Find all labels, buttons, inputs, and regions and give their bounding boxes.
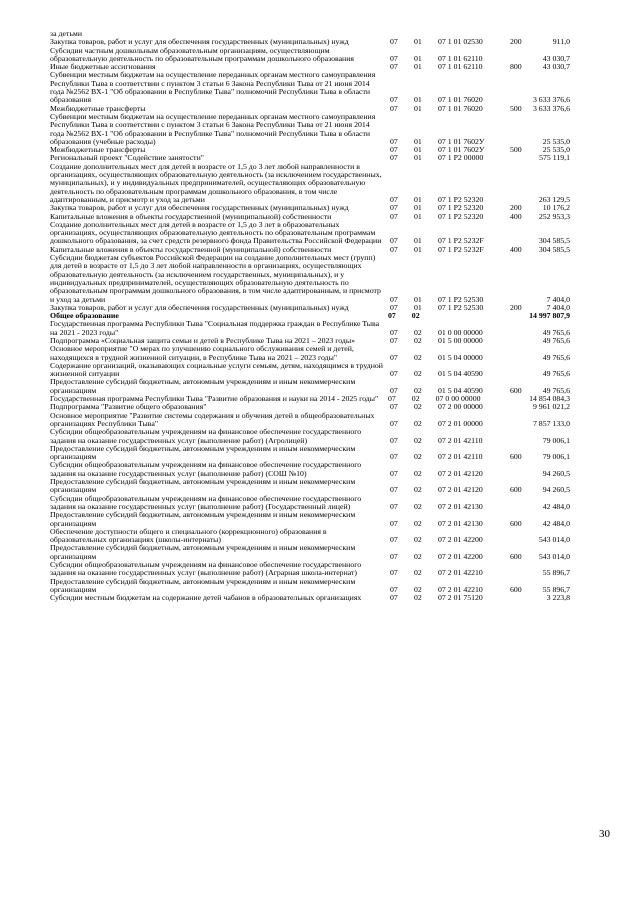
row-amount: 252 953,3: [538, 211, 570, 221]
row-subsection: 01: [414, 194, 422, 204]
row-target-article: 07 2 01 42210: [438, 584, 483, 594]
row-name: Межбюджетные трансферты: [50, 145, 146, 155]
table-row: [50, 320, 570, 337]
row-section: 07: [390, 37, 398, 47]
row-subsection: 02: [414, 452, 422, 462]
row-subsection: 02: [414, 485, 422, 495]
table-row: [50, 71, 570, 104]
row-amount: 42 484,0: [542, 501, 570, 511]
row-subsection: 02: [414, 501, 422, 511]
row-subsection: 02: [414, 584, 422, 594]
row-name: Подпрограмма "Развитие общего образования": [50, 402, 207, 412]
row-section: 07: [390, 153, 398, 163]
row-amount: 43 030,7: [542, 53, 570, 63]
row-name: Создание дополнительных мест для детей в возрасте от 1,5 до 3 лет любой направленности в организациях, осуществляющих образовательную деятельность (за исключением государственных, муниципальных), и у индивидуальных предпринимателей, осуществляющих образовательную деятельность по образовательным программам дошкольного образования, в том числе адаптированным, и присмотр и уход за детьми: [50, 161, 382, 204]
row-amount: 543 014,0: [538, 551, 570, 561]
row-subsection: 01: [414, 236, 422, 246]
row-subsection: 02: [414, 402, 422, 412]
row-subsection: 02: [414, 535, 422, 545]
row-name: Обеспечение доступности общего и специального (коррекционного) образования в образовательных организациях (школы-интернаты): [50, 526, 327, 545]
row-section: 07: [390, 302, 398, 312]
row-amount: 7 404,0: [546, 302, 570, 312]
row-expense-type: 200: [510, 37, 522, 47]
row-section: 07: [390, 369, 398, 379]
row-amount: 543 014,0: [538, 535, 570, 545]
row-section: 07: [390, 435, 398, 445]
row-section: 07: [390, 485, 398, 495]
row-section: 07: [390, 535, 398, 545]
row-section: 07: [390, 468, 398, 478]
row-amount: 49 765,6: [542, 335, 570, 345]
row-name: Закупка товаров, работ и услуг для обеспечения государственных (муниципальных) нужд: [50, 37, 349, 47]
row-target-article: 07 2 01 42130: [438, 518, 483, 528]
row-name: Предоставление субсидий бюджетным, автономным учреждениям и иным некоммерческим организациям: [50, 443, 356, 462]
row-expense-type: 500: [510, 103, 522, 113]
row-subsection: 02: [414, 335, 422, 345]
row-expense-type: 400: [510, 211, 522, 221]
table-row: [50, 304, 570, 312]
row-subsection: 01: [414, 53, 422, 63]
row-subsection: 02: [414, 435, 422, 445]
row-section: 07: [390, 53, 398, 63]
row-target-article: 01 5 04 40590: [438, 385, 483, 395]
row-target-article: 07 1 P2 52530: [438, 294, 484, 304]
row-name: Региональный проект "Содействие занятости": [50, 153, 204, 163]
row-name: Капитальные вложения в объекты государственной (муниципальной) собственности: [50, 244, 332, 254]
row-subsection: 02: [414, 468, 422, 478]
budget-table: [50, 30, 570, 602]
table-row: [50, 561, 570, 578]
row-subsection: 02: [414, 551, 422, 561]
row-target-article: 07 2 01 42200: [438, 535, 483, 545]
row-section: 07: [387, 311, 396, 321]
row-section: 07: [390, 294, 398, 304]
row-name: Капитальные вложения в объекты государственной (муниципальной) собственности: [50, 211, 332, 221]
row-name: Предоставление субсидий бюджетным, автономным учреждениям и иным некоммерческим организациям: [50, 477, 356, 495]
row-name: Субсидии общеобразовательным учреждениям на финансовое обеспечение государственного задания на оказание государственных услуг (выполнение работ) (СОШ №10): [50, 460, 362, 478]
row-name: Субвенции местным бюджетам на осуществление переданных органам местного самоуправления Республики Тыва в соответствии с пунктом 3 статьи 6 Закона Республики Тыва от 21 июня 2014 года №2562 ВХ-1 "Об образовании в Республике Тыва" полномочий Республики Тыва в области образования: [50, 70, 376, 105]
row-target-article: 07 2 01 42110: [438, 452, 483, 462]
row-target-article: 01 5 04 00000: [438, 352, 483, 362]
row-target-article: 07 2 01 42130: [438, 501, 483, 511]
row-expense-type: 600: [510, 485, 522, 495]
row-section: 07: [387, 394, 396, 404]
row-target-article: 07 2 00 00000: [438, 402, 483, 412]
table-row: [50, 163, 570, 204]
row-target-article: 07 2 01 42200: [438, 551, 483, 561]
row-subsection: 01: [414, 302, 422, 312]
table-row: [50, 478, 570, 495]
row-expense-type: 800: [510, 62, 522, 72]
row-section: 07: [390, 145, 398, 155]
row-section: 07: [390, 103, 398, 113]
row-name: Иные бюджетные ассигнования: [50, 62, 156, 72]
row-target-article: 07 2 01 42120: [438, 468, 483, 478]
row-subsection: 01: [414, 95, 422, 105]
row-target-article: 07 1 P2 52320: [438, 194, 484, 204]
row-target-article: 07 1 01 62110: [438, 62, 483, 72]
table-row: [50, 254, 570, 304]
row-amount: 263 129,5: [538, 194, 570, 204]
row-target-article: 07 2 01 75120: [438, 593, 483, 603]
row-section: 07: [390, 136, 398, 146]
row-subsection: 02: [414, 568, 422, 578]
row-amount: 49 765,6: [542, 327, 570, 337]
row-target-article: 07 1 P2 52320: [438, 203, 484, 213]
row-target-article: 01 0 00 00000: [438, 327, 483, 337]
row-section: 07: [390, 518, 398, 528]
row-name: Содержание организаций, оказывающих социальные услуги семьям, детям, находящимся в трудной жизненной ситуации: [50, 360, 383, 379]
table-row: [50, 412, 570, 429]
row-expense-type: 600: [510, 551, 522, 561]
row-amount: 575 119,1: [539, 153, 570, 163]
row-section: 07: [390, 335, 398, 345]
row-name: Субсидии общеобразовательным учреждениям на финансовое обеспечение государственного задания на оказание государственных услуг (выполнение работ) (Агролицей): [50, 427, 362, 445]
row-amount: 49 765,6: [542, 385, 570, 395]
row-name: Подпрограмма «Социальная защита семьи и детей в Республике Тыва на 2021 – 2023 годы»: [50, 335, 355, 345]
row-expense-type: 600: [510, 385, 522, 395]
row-name: Субсидии местным бюджетам на содержание детей чабанов в образовательных организациях: [50, 593, 362, 603]
row-amount: 911,0: [552, 37, 570, 47]
table-row: [50, 345, 570, 362]
row-expense-type: 600: [510, 584, 522, 594]
row-amount: 94 260,5: [542, 468, 570, 478]
row-name: Общее образование: [50, 311, 119, 321]
row-amount: 7 857 133,0: [532, 418, 570, 428]
row-subsection: 02: [411, 311, 420, 321]
row-section: 07: [390, 418, 398, 428]
row-section: 07: [390, 385, 398, 395]
row-amount: 14 997 807,9: [529, 311, 571, 321]
row-amount: 55 896,7: [542, 584, 570, 594]
row-subsection: 02: [414, 518, 422, 528]
row-amount: 3 223,8: [546, 593, 570, 603]
row-target-article: 07 1 P2 52320: [438, 211, 484, 221]
row-amount: 79 006,1: [542, 435, 570, 445]
row-section: 07: [390, 327, 398, 337]
row-amount: 9 961 021,2: [532, 402, 570, 412]
row-subsection: 02: [414, 369, 422, 379]
row-target-article: 07 1 P2 52530: [438, 302, 484, 312]
row-target-article: 07 1 01 76020: [438, 95, 483, 105]
row-section: 07: [390, 244, 398, 254]
row-section: 07: [390, 95, 398, 105]
row-section: 07: [390, 593, 398, 603]
row-target-article: 07 1 P2 00000: [438, 153, 484, 163]
row-name: Предоставление субсидий бюджетным, автономным учреждениям и иным некоммерческим организациям: [50, 377, 356, 395]
row-section: 07: [390, 194, 398, 204]
row-expense-type: 600: [510, 518, 522, 528]
row-name: Создание дополнительных мест для детей в возрасте от 1,5 до 3 лет в образовательных организациях, осуществляющих образовательную деятельность по образовательным программам дошкольного образования, за счет средств резервного фонда Правительства Российской Федерации: [50, 219, 382, 246]
row-section: 07: [390, 551, 398, 561]
table-row: [50, 221, 570, 246]
row-subsection: 01: [414, 203, 422, 213]
table-row: [50, 378, 570, 395]
table-row: [50, 495, 570, 512]
table-row: [50, 445, 570, 462]
row-target-article: 07 1 01 76020: [438, 103, 483, 113]
row-section: 07: [390, 568, 398, 578]
table-row: [50, 113, 570, 146]
row-expense-type: 600: [510, 452, 522, 462]
row-target-article: 01 5 04 40590: [438, 369, 483, 379]
row-amount: 49 765,6: [542, 369, 570, 379]
row-name: за детьми: [50, 29, 82, 38]
row-name: Предоставление субсидий бюджетным, автономным учреждениям и иным некоммерческим организациям: [50, 543, 356, 561]
row-name: Субвенции местным бюджетам на осуществление переданных органам местного самоуправления Республики Тыва в соответствии с пунктом 3 статьи 6 Закона Республики Тыва от 21 июня 2014 года №2562 ВХ-1 "Об образовании в Республике Тыва" полномочий Республики Тыва в области образования (учебные расходы): [50, 111, 376, 146]
row-section: 07: [390, 62, 398, 72]
row-name: Предоставление субсидий бюджетным, автономным учреждениям и иным некоммерческим организациям: [50, 576, 356, 594]
table-row: [50, 528, 570, 545]
row-target-article: 07 1 01 7602У: [438, 145, 485, 155]
row-subsection: 01: [414, 211, 422, 221]
row-amount: 10 176,2: [542, 203, 570, 213]
row-section: 07: [390, 452, 398, 462]
row-name: Основное мероприятие "Развитие системы содержания и обучения детей в общеобразовательных организациях Республики Тыва": [50, 410, 375, 428]
row-target-article: 07 2 01 00000: [438, 418, 483, 428]
table-row: [50, 511, 570, 528]
row-amount: 304 585,5: [538, 236, 570, 246]
row-section: 07: [390, 203, 398, 213]
row-subsection: 01: [414, 37, 422, 47]
row-subsection: 02: [414, 593, 422, 603]
row-section: 07: [390, 402, 398, 412]
row-target-article: 07 1 01 7602У: [438, 136, 485, 146]
row-name: Основное мероприятие "О мерах по улучшению социального обслуживания семей и детей, находящихся в трудной жизненной ситуации, в Республике Тыва на 2021 – 2023 годы": [50, 344, 354, 362]
row-name: Предоставление субсидий бюджетным, автономным учреждениям и иным некоммерческим организациям: [50, 510, 356, 528]
row-target-article: 07 1 01 62110: [438, 53, 483, 63]
row-amount: 43 030,7: [542, 62, 570, 72]
row-name: Государственная программа Республики Тыва "Социальная поддержка граждан в Республике Тыва на 2021 - 2023 годы": [50, 319, 380, 337]
row-name: Субсидии бюджетам субъектов Российской Федерации на создание дополнительных мест (групп) для детей в возрасте от 1,5 до 3 лет любой направленности в организациях, осуществляющих образовательную деятельность (за исключением государственных, муниципальных), и у индивидуальных предпринимателей, осуществляющих образовательную деятельность по образовательным программам дошкольного образования, в том числе адаптированным, и присмотр и уход за детьми: [50, 253, 381, 304]
table-row: [50, 461, 570, 478]
row-section: 07: [390, 584, 398, 594]
row-subsection: 02: [414, 385, 422, 395]
row-amount: 94 260,5: [542, 485, 570, 495]
row-expense-type: 200: [510, 203, 522, 213]
row-name: Закупка товаров, работ и услуг для обеспечения государственных (муниципальных) нужд: [50, 302, 349, 312]
row-amount: 304 585,5: [538, 244, 570, 254]
row-section: 07: [390, 211, 398, 221]
row-target-article: 07 1 P2 5232F: [438, 236, 484, 246]
row-subsection: 01: [414, 145, 422, 155]
row-expense-type: 400: [510, 244, 522, 254]
table-row: [50, 47, 570, 64]
row-subsection: 02: [414, 352, 422, 362]
row-target-article: 07 2 01 42110: [438, 435, 483, 445]
table-row: [50, 428, 570, 445]
row-subsection: 01: [414, 244, 422, 254]
row-amount: 3 633 376,6: [532, 95, 570, 105]
row-subsection: 01: [414, 136, 422, 146]
row-amount: 55 896,7: [542, 568, 570, 578]
row-amount: 79 006,1: [542, 452, 570, 462]
row-amount: 49 765,6: [542, 352, 570, 362]
row-target-article: 07 1 01 02530: [438, 37, 483, 47]
row-expense-type: 200: [510, 302, 522, 312]
row-amount: 7 404,0: [546, 294, 570, 304]
row-target-article: 07 0 00 00000: [435, 394, 481, 404]
row-amount: 25 535,0: [542, 145, 570, 155]
row-section: 07: [390, 501, 398, 511]
row-target-article: 07 1 P2 5232F: [438, 244, 484, 254]
table-row: [50, 362, 570, 379]
row-name: Субсидии общеобразовательным учреждениям на финансовое обеспечение государственного задания на оказание государственных услуг (выполнение работ) (Аграрная школа-интернат): [50, 560, 362, 578]
row-name: Государственная программа Республики Тыва "Развитие образования и науки на 2014 - 2025 годы": [50, 394, 379, 404]
row-section: 07: [390, 352, 398, 362]
row-target-article: 07 2 01 42210: [438, 568, 483, 578]
row-amount: 3 633 376,6: [532, 103, 570, 113]
row-target-article: 01 5 00 00000: [438, 335, 483, 345]
row-subsection: 02: [414, 418, 422, 428]
table-row: [50, 544, 570, 561]
row-subsection: 02: [411, 394, 420, 404]
row-subsection: 02: [414, 327, 422, 337]
table-row: [50, 578, 570, 595]
page-number: 30: [599, 828, 610, 840]
row-amount: 25 535,0: [542, 136, 570, 146]
row-expense-type: 500: [510, 145, 522, 155]
row-subsection: 01: [414, 62, 422, 72]
row-name: Субсидии общеобразовательным учреждениям на финансовое обеспечение государственного задания на оказание государственных услуг (выполнение работ) (Государственный лицей): [50, 493, 362, 511]
row-amount: 14 854 084,3: [529, 394, 571, 404]
table-row: [50, 594, 570, 602]
row-amount: 42 484,0: [542, 518, 570, 528]
row-name: Субсидии частным дошкольным образовательным организациям, осуществляющим образовательную деятельность по образовательным программам дошкольного образования: [50, 45, 354, 63]
row-name: Межбюджетные трансферты: [50, 103, 146, 113]
row-subsection: 01: [414, 294, 422, 304]
row-subsection: 01: [414, 153, 422, 163]
row-subsection: 01: [414, 103, 422, 113]
row-section: 07: [390, 236, 398, 246]
row-name: Закупка товаров, работ и услуг для обеспечения государственных (муниципальных) нужд: [50, 203, 349, 213]
row-target-article: 07 2 01 42120: [438, 485, 483, 495]
